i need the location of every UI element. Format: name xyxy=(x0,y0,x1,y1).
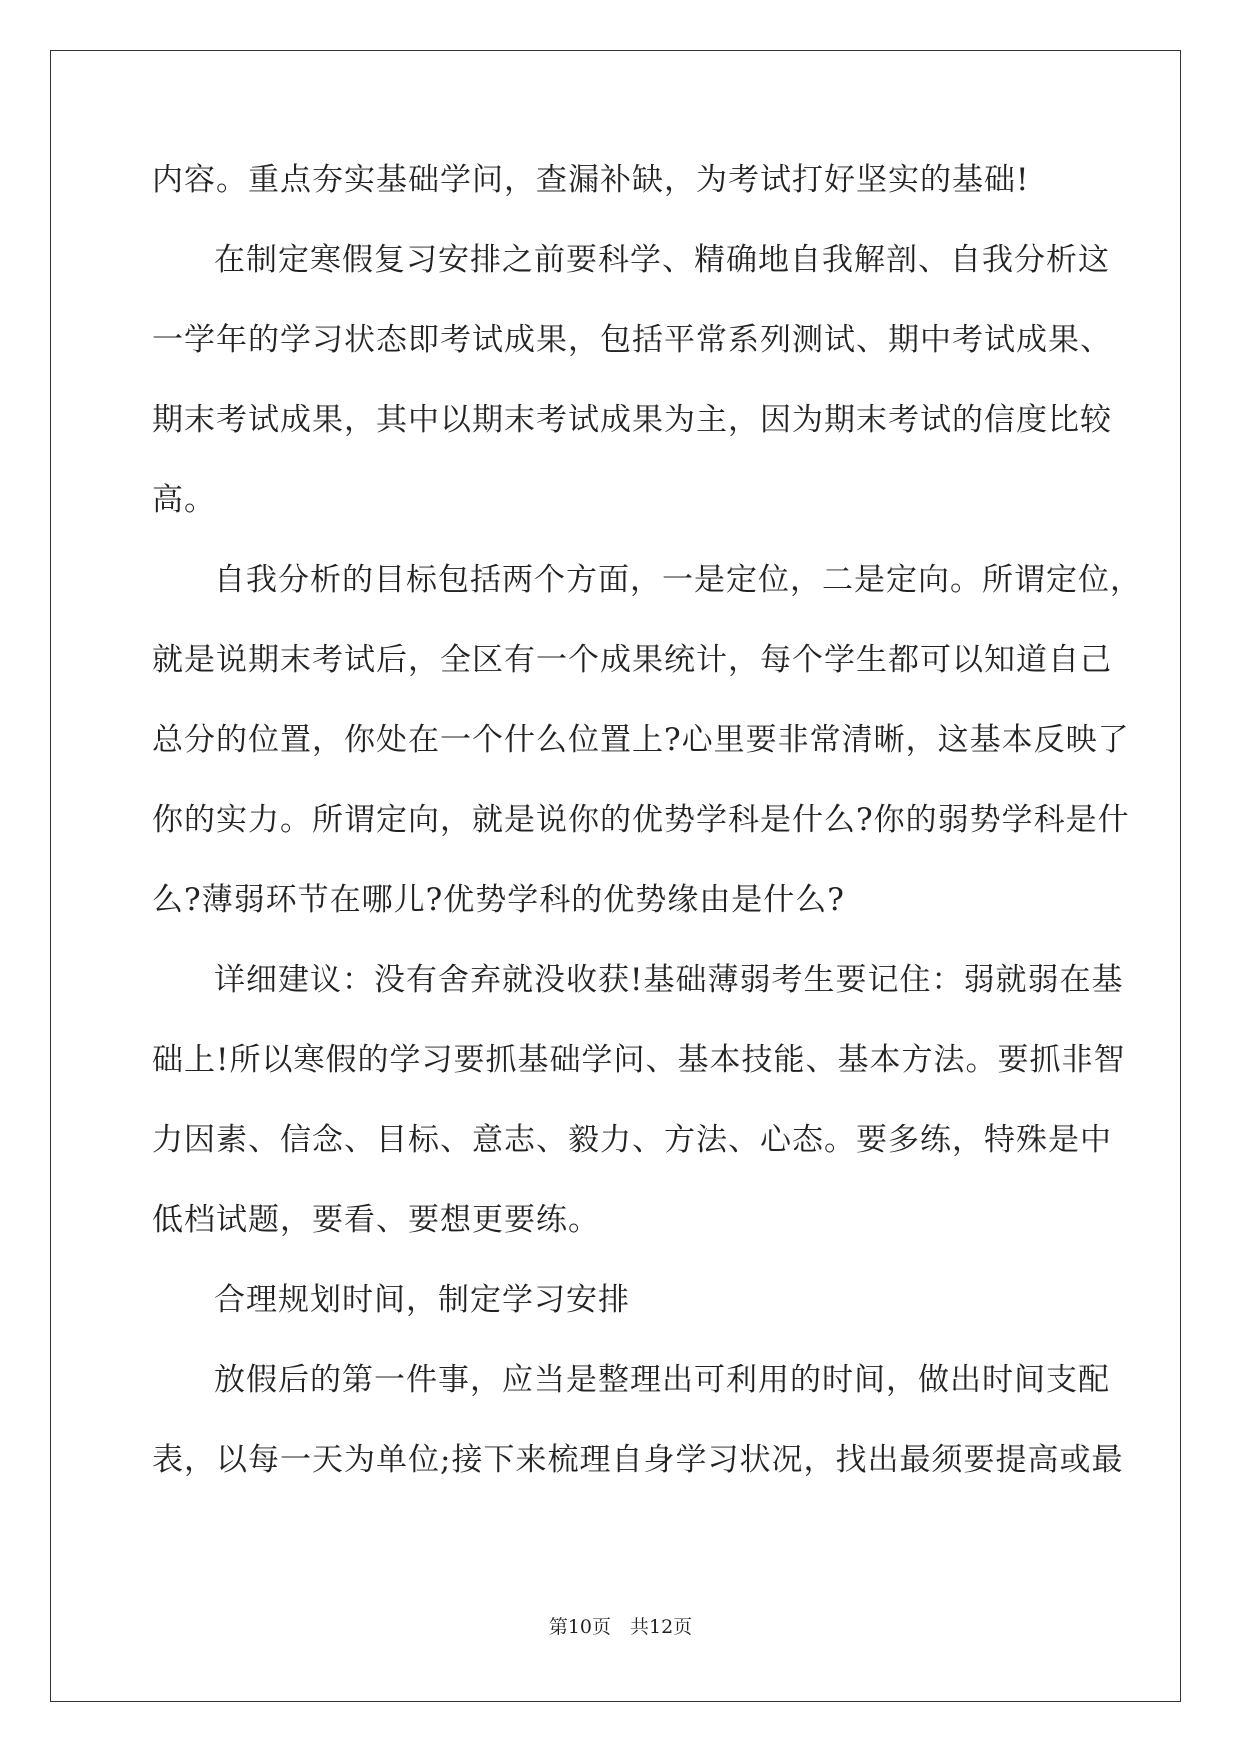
paragraph-first-line: 自我分析的目标包括两个方面，一是定位，二是定向。所谓定位， xyxy=(214,562,1142,598)
text-line: 你的实力。所谓定向，就是说你的优势学科是什么?你的弱势学科是什 xyxy=(152,802,1130,838)
page-number-footer: 第10页 共12页 xyxy=(548,1616,693,1638)
text-line: 期末考试成果，其中以期末考试成果为主，因为期末考试的信度比较 xyxy=(152,402,1112,438)
text-line: 内容。重点夯实基础学问，查漏补缺，为考试打好坚实的基础! xyxy=(152,162,1030,198)
text-line: 力因素、信念、目标、意志、毅力、方法、心态。要多练，特殊是中 xyxy=(152,1122,1112,1158)
paragraph-first-line: 放假后的第一件事，应当是整理出可利用的时间，做出时间支配 xyxy=(214,1362,1110,1398)
text-line: 就是说期末考试后，全区有一个成果统计，每个学生都可以知道自己 xyxy=(152,642,1112,678)
text-line: 么?薄弱环节在哪儿?优势学科的优势缘由是什么? xyxy=(152,882,845,918)
paragraph-first-line: 在制定寒假复习安排之前要科学、精确地自我解剖、自我分析这 xyxy=(214,242,1110,278)
text-line: 础上!所以寒假的学习要抓基础学问、基本技能、基本方法。要抓非智 xyxy=(152,1042,1126,1078)
text-line: 一学年的学习状态即考试成果，包括平常系列测试、期中考试成果、 xyxy=(152,322,1112,358)
text-line: 低档试题，要看、要想更要练。 xyxy=(152,1202,600,1238)
text-line: 表，以每一天为单位;接下来梳理自身学习状况，找出最须要提高或最 xyxy=(152,1442,1124,1478)
paragraph-first-line: 详细建议：没有舍弃就没收获!基础薄弱考生要记住：弱就弱在基 xyxy=(214,962,1124,998)
text-line: 总分的位置，你处在一个什么位置上?心里要非常清晰，这基本反映了 xyxy=(152,722,1130,758)
text-line: 高。 xyxy=(152,482,216,518)
section-heading: 合理规划时间，制定学习安排 xyxy=(214,1282,630,1318)
